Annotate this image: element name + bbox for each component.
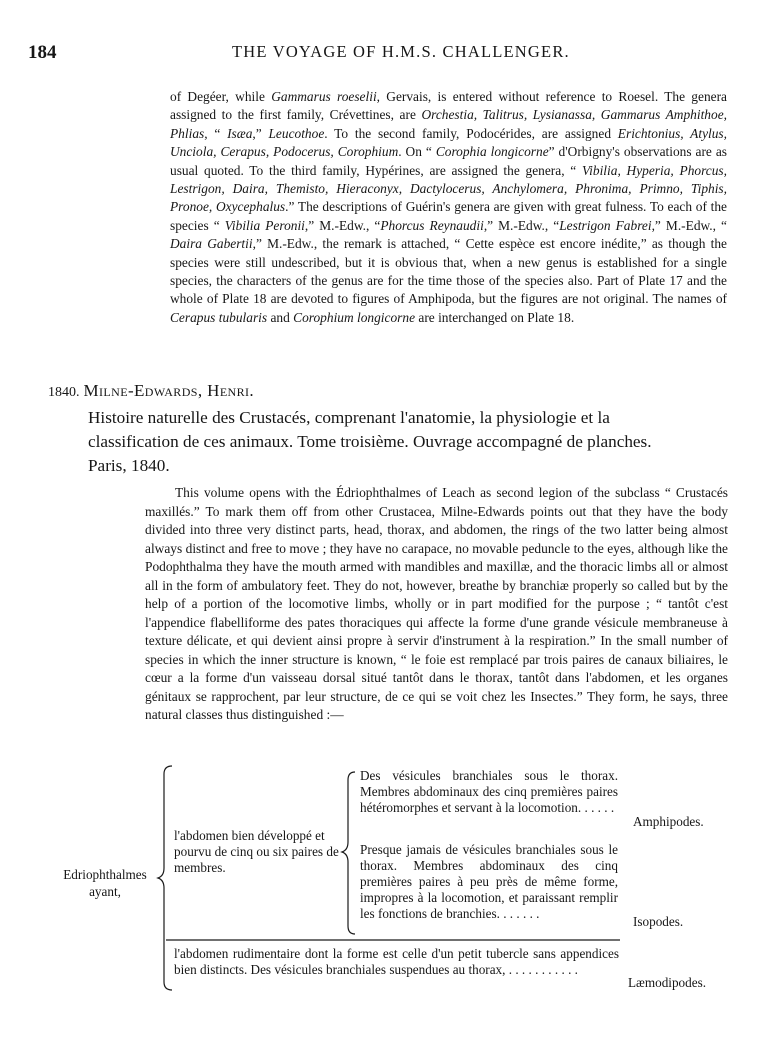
intro-text: , Gervais, is entered without reference to Roesel. The genera assigned to the first family, Crévettines, are [170,89,727,123]
taxon-name: Isæa [227,125,253,141]
taxon-name: Lestrigon Fabrei [559,217,652,233]
taxon-name: Vibilia Peronii [224,217,305,233]
work-title [88,406,728,478]
intro-text: ” d'Orbigny's observations are as usual quoted. To the third family, Hypérines, are assigned the genera, “ [170,144,727,178]
work-title-line: Paris, 1840. [88,456,170,475]
intro-text: are interchanged on Plate 18. [415,309,575,325]
body-paragraph [145,484,728,725]
taxon-name: Orchestia, Talitrus, Lysianassa, Gammarus Amphithoe, Phlias [170,107,727,141]
work-title-line: Histoire naturelle des Crustacés, comprenant l'anatomie, la physiologie et la [88,408,610,427]
intro-text: .” The descriptions of Guérin's genera are given with great fulness. To each of the species “ [170,199,727,233]
running-title: THE VOYAGE OF H.M.S. CHALLENGER. [232,42,570,61]
intro-text: , “ [204,125,228,141]
intro-text: ,” M.-Edw., “ [304,217,381,233]
entry-author: Milne-Edwards, Henri. [83,381,255,400]
bibliography-entry-heading [48,381,254,401]
laemodipodes-class: Læmodipodes. [628,975,707,990]
isopodes-description: Presque jamais de vésicules branchiales sous le thorax. Membres abdominaux des cinq premières paires à peu près de même forme, impropres à la locomotion, et paraissant remplir les fonctions de branchies. . . . . . . [360,842,618,921]
intro-text: . To the second family, Podocérides, are assigned [324,125,618,141]
root-brace [158,766,172,990]
taxon-name: Erichtonius, Atylus, Unciola, Cerapus, Podocerus, Corophium [170,125,727,160]
taxon-name: Phorcus Reynaudii [380,217,484,233]
intro-text: of Degéer, while [170,89,272,104]
intro-text: ,” M.-Edw., the remark is attached, “ Cette espèce est encore inédite,” as though the species were still undescribed, but it is obvious that, when a new genus is established for a single species, the characters of the genus are for the time those of the species also. Part of Plate 17 and the whole of Plate 18 are devoted to figures of Amphipoda, but the figures are not original. The names of [170,236,728,307]
taxon-name: Cerapus tubularis [170,309,268,325]
taxon-name: Daira Gabertii [170,236,253,252]
body-paragraph-text: This volume opens with the Édriophthalmes of Leach as second legion of the subclass “ Crustacés maxillés.” To mark them off from other Crustacea, Milne-Edwards points out that they have the body divided into three very distinct parts, head, thorax, and abdomen, the rings of the two latter being almost always distinct and free to move ; they have no carapace, no movable peduncle to the eyes, although like the Podophthalma they have the mouth armed with mandibles and maxillæ, and the thoracic limbs all or almost all in the form of ambulatory feet. They do not, however, breathe by branchiæ properly so called but by the help of a portion of the locomotive limbs, wholly or in part modified for the purpose ; “ tantôt c'est l'appendice flabelliforme des pates thoraciques qui affecte la forme d'une grande vésicule membraneuse à texture délicate, et qui devient ainsi propre à servir d'instrument à la respiration.” In the small number of species in which the inner structure is known, “ le foie est remplacé par trois paires de canaux biliaires, le cœur a la forme d'un vaisseau dorsal situé tantôt dans le thorax, tantôt dans l'abdomen, et les organes génitaux se rapprochent, par leur structure, de ce qui se voit chez les Insectes.” They form, he says, three natural classes thus distinguished :— [145,485,728,722]
taxon-name: Leucothoe [268,125,325,141]
classification-table [0,760,776,1000]
page-number: 184 [28,42,57,63]
taxon-name: Vibilia, Hyperia, Phorcus, Lestrigon, Daira, Themisto, Hieraconyx, Dactylocerus, Anchylomera, Phronima, Primno, Tiphis, Pronoe, Oxycephalus [170,162,727,215]
intro-text: ,” M.-Edw., “ [483,217,560,233]
isopodes-class: Isopodes. [633,914,684,929]
taxon-name: Corophia longicorne [435,144,549,160]
amphipodes-description: Des vésicules branchiales sous le thorax. Membres abdominaux des cinq premières paires hétéromorphes et servant à la locomotion. . . . . . [360,768,618,815]
taxon-name: Corophium longicorne [293,309,416,325]
work-title-line: classification de ces animaux. Tome troisième. Ouvrage accompagné de planches. [88,432,652,451]
intro-paragraph [170,88,727,327]
amphipodes-class: Amphipodes. [633,814,704,829]
intro-text: ,” M.-Edw., “ [651,217,727,233]
running-header [0,42,776,64]
taxon-name: Gammarus roeselii [271,89,377,104]
branch-developed: l'abdomen bien développé et pourvu de cinq ou six paires de membres. [174,828,339,875]
root-label: Edriophthalmes ayant, [63,867,147,899]
intro-text: and [267,309,294,325]
intro-text: . On “ [398,144,436,160]
intro-text: ,” [252,125,269,141]
branch-rudimentary: l'abdomen rudimentaire dont la forme est celle d'un petit tubercle sans appendices bien distincts. Des vésicules branchiales suspendues au thorax, . . . . . . . . . . . [174,946,619,977]
entry-year: 1840. [48,385,80,400]
